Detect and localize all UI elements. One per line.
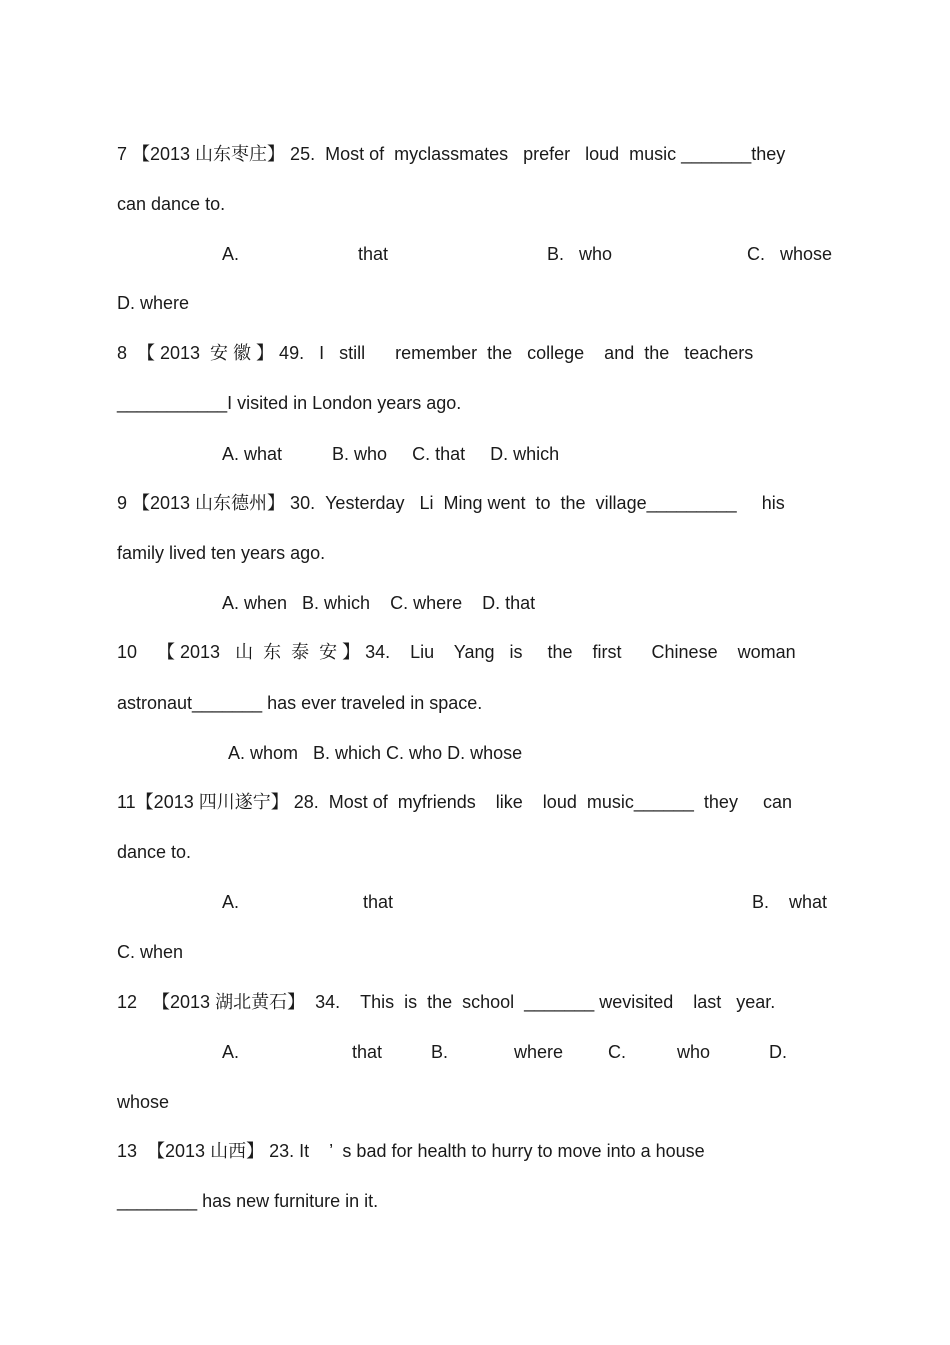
q12-option-d-text: whose [117, 1092, 170, 1112]
q7-option-c: C. whose [747, 244, 833, 264]
q8-options: A. what B. who C. that D. which [222, 444, 560, 464]
q12-option-a-text: that [352, 1042, 383, 1062]
q11-option-a-letter: A. [222, 892, 240, 912]
q13-stem-line1: 13 【2013 山西】 23. It ’ s bad for health to hurry to move into a house [117, 1141, 705, 1161]
q9-options: A. when B. which C. where D. that [222, 593, 536, 613]
q10-options: A. whom B. which C. who D. whose [228, 743, 523, 763]
q13-stem-line2: ________ has new furniture in it. [117, 1191, 379, 1211]
q12-option-d-letter: D. [769, 1042, 787, 1062]
q7-option-a-text: that [358, 244, 389, 264]
q7-stem-line1: 7 【2013 山东枣庄】 25. Most of myclassmates prefer loud music _______they [117, 144, 786, 164]
q12-option-c-text: who [677, 1042, 711, 1062]
q10-stem-line2: astronaut_______ has ever traveled in space. [117, 693, 483, 713]
q7-option-b: B. who [547, 244, 613, 264]
q11-stem-line1: 11【2013 四川遂宁】 28. Most of myfriends like loud music______ they can [117, 792, 792, 812]
q12-option-b-text: where [514, 1042, 564, 1062]
q11-option-b: B. what [752, 892, 828, 912]
q12-stem-line1: 12 【2013 湖北黄石】 34. This is the school _______ wevisited last year. [117, 992, 776, 1012]
q8-stem-line1: 8 【 2013 安 徽 】 49. I still remember the college and the teachers [117, 343, 754, 363]
q7-option-d: D. where [117, 293, 190, 313]
q8-stem-line2: ___________I visited in London years ago. [117, 393, 462, 413]
q7-option-a-letter: A. [222, 244, 240, 264]
q11-option-a-text: that [363, 892, 394, 912]
q12-option-b-letter: B. [431, 1042, 449, 1062]
q9-stem-line1: 9 【2013 山东德州】 30. Yesterday Li Ming went to the village_________ his [117, 493, 785, 513]
q12-option-a-letter: A. [222, 1042, 240, 1062]
q9-stem-line2: family lived ten years ago. [117, 543, 326, 563]
q11-stem-line2: dance to. [117, 842, 192, 862]
q7-stem-line2: can dance to. [117, 194, 226, 214]
q10-stem-line1: 10 【 2013 山 东 泰 安 】 34. Liu Yang is the first Chinese woman [117, 642, 796, 662]
q12-option-c-letter: C. [608, 1042, 626, 1062]
q11-option-c: C. when [117, 942, 184, 962]
